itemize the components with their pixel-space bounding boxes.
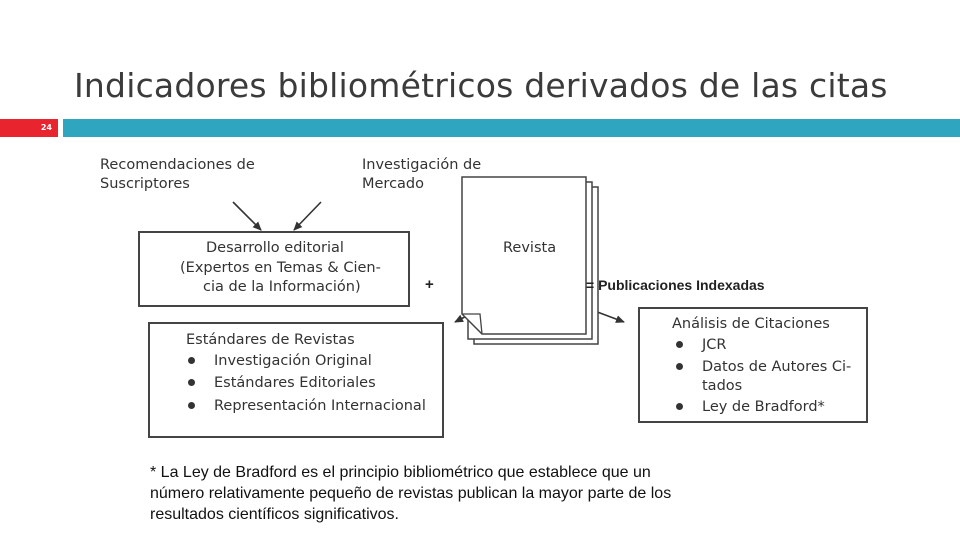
- standards-item: [188, 374, 376, 392]
- standards-item-label: Representación Internacional: [214, 398, 426, 414]
- editorial-line2: cia de la Información): [203, 279, 361, 295]
- editorial-line1: (Expertos en Temas & Cien-: [180, 260, 381, 276]
- citation-heading: Análisis de Citaciones: [672, 316, 830, 332]
- standards-item-label: Estándares Editoriales: [214, 375, 376, 391]
- source-market-line1: Investigación de: [362, 157, 482, 173]
- citation-item-label: Ley de Bradford*: [702, 399, 825, 415]
- footnote-line3: resultados científicos significativos.: [150, 506, 399, 523]
- plus-sign: +: [425, 276, 434, 293]
- standards-item-label: Investigación Original: [214, 353, 372, 369]
- footnote-line2: número relativamente pequeño de revistas publican la mayor parte de los: [150, 485, 672, 502]
- arrow-subscribers-to-editorial: [233, 202, 261, 230]
- bullet-dot: [188, 357, 195, 364]
- citation-item-label: JCR: [702, 337, 727, 353]
- standards-item: [188, 352, 372, 370]
- source-market-line2: Mercado: [362, 176, 425, 192]
- editorial-heading: Desarrollo editorial: [206, 240, 344, 256]
- indexed-publications-label: = Publicaciones Indexadas: [586, 277, 765, 293]
- source-subscribers-line2: Suscriptores: [100, 176, 190, 192]
- journal-label: Revista: [503, 240, 557, 256]
- standards-item: [188, 397, 426, 415]
- citation-item: [676, 336, 726, 354]
- bullet-dot: [188, 402, 195, 409]
- citation-item-continuation: tados: [702, 378, 743, 394]
- standards-heading: Estándares de Revistas: [186, 332, 355, 348]
- footnote-line1: * La Ley de Bradford es el principio bibliométrico que establece que un: [150, 464, 651, 481]
- slide-title: Indicadores bibliométricos derivados de las citas: [74, 66, 888, 105]
- bullet-dot: [676, 341, 683, 348]
- bullet-dot: [188, 379, 195, 386]
- arrow-market-to-editorial: [294, 202, 321, 230]
- citation-item: [676, 358, 851, 376]
- bullet-dot: [676, 363, 683, 370]
- bullet-dot: [676, 403, 683, 410]
- citation-item-label: Datos de Autores Ci-: [702, 359, 852, 375]
- citation-item: [676, 398, 825, 416]
- source-subscribers-line1: Recomendaciones de: [100, 157, 255, 173]
- slide-number: 24: [40, 123, 52, 132]
